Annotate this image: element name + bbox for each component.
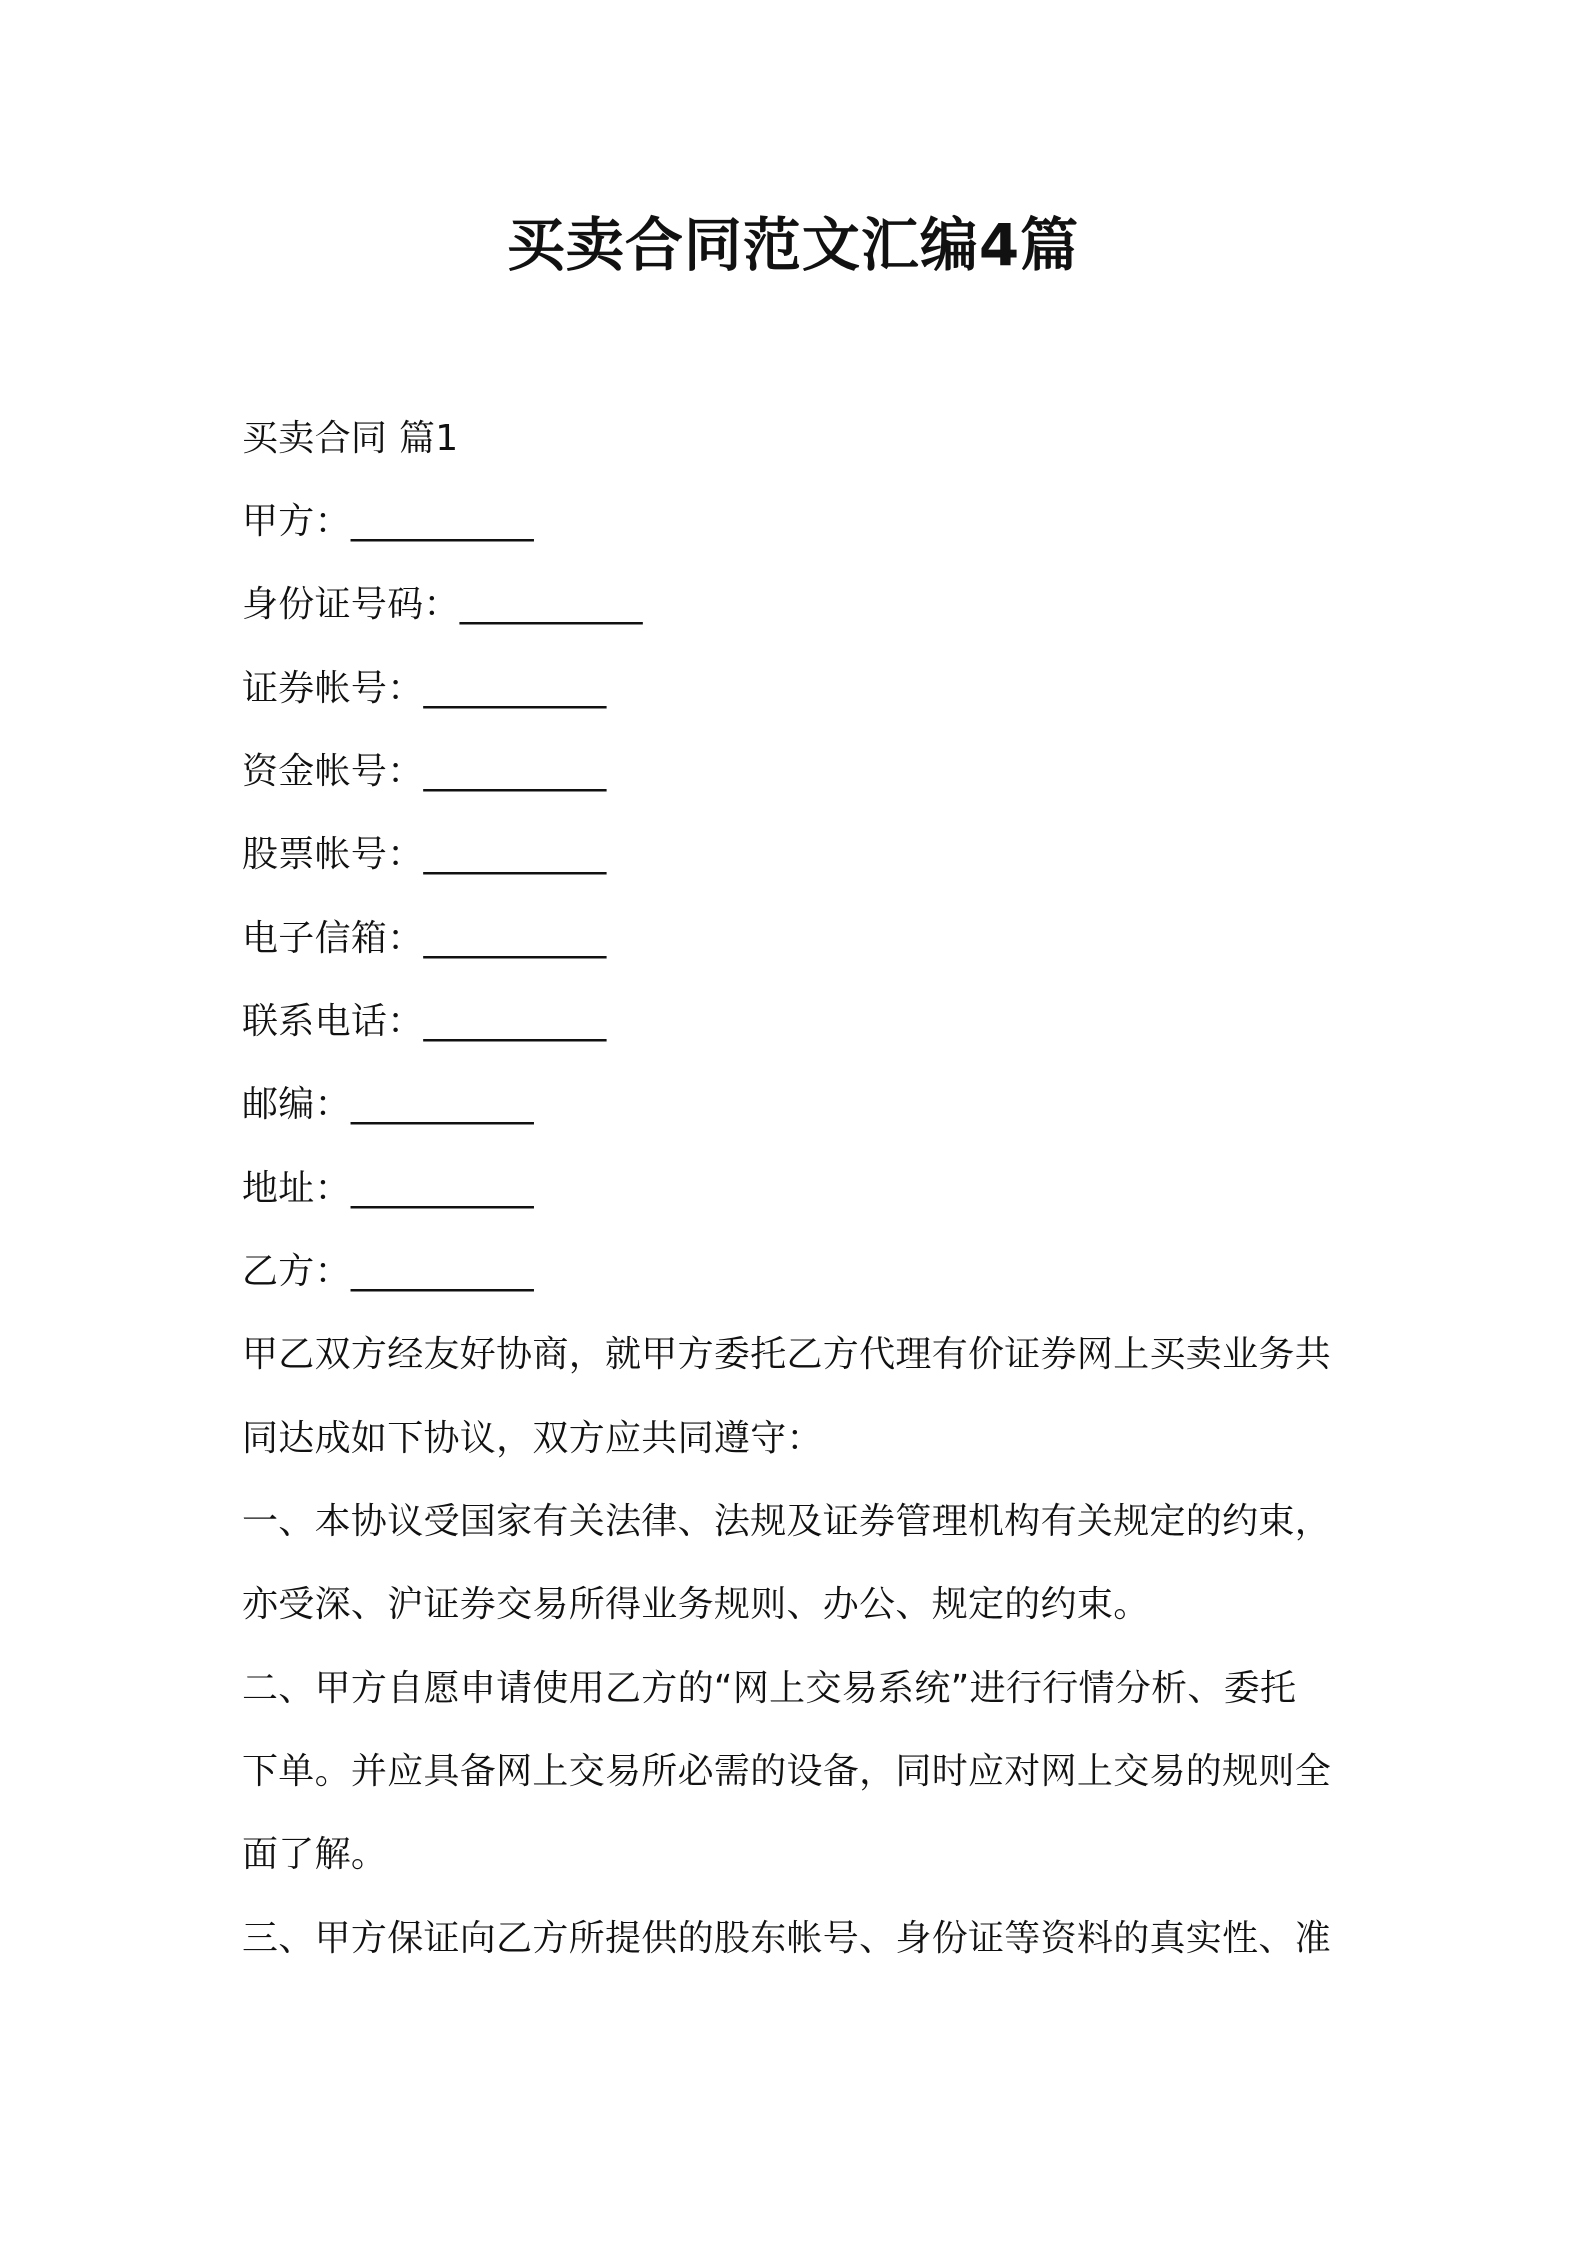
field-party-a: 甲方：__________ — [242, 501, 534, 542]
field-phone: 联系电话：__________ — [242, 1001, 607, 1042]
document-title: 买卖合同范文汇编4篇 — [506, 211, 1080, 279]
field-email: 电子信箱：__________ — [242, 918, 607, 959]
body-line: 甲乙双方经友好协商，就甲方委托乙方代理有价证券网上买卖业务共 — [242, 1334, 1332, 1375]
field-securities-account: 证券帐号：__________ — [242, 668, 607, 709]
field-id-number: 身份证号码：__________ — [242, 584, 643, 625]
field-fund-account: 资金帐号：__________ — [242, 751, 607, 792]
body-line: 同达成如下协议，双方应共同遵守： — [242, 1418, 823, 1459]
body-line: 亦受深、沪证券交易所得业务规则、办公、规定的约束。 — [242, 1584, 1150, 1625]
field-address: 地址：__________ — [242, 1168, 534, 1209]
field-party-b: 乙方：__________ — [242, 1251, 534, 1292]
section-heading: 买卖合同 篇1 — [242, 418, 459, 459]
field-postcode: 邮编：__________ — [242, 1084, 534, 1125]
body-line: 三、甲方保证向乙方所提供的股东帐号、身份证等资料的真实性、准 — [242, 1918, 1332, 1959]
body-line: 面了解。 — [242, 1834, 388, 1875]
body-line: 下单。并应具备网上交易所必需的设备，同时应对网上交易的规则全 — [242, 1751, 1332, 1792]
body-line: 二、甲方自愿申请使用乙方的“网上交易系统”进行行情分析、委托 — [242, 1668, 1297, 1709]
field-stock-account: 股票帐号：__________ — [242, 834, 607, 875]
body-line: 一、本协议受国家有关法律、法规及证券管理机构有关规定的约束， — [242, 1501, 1332, 1542]
